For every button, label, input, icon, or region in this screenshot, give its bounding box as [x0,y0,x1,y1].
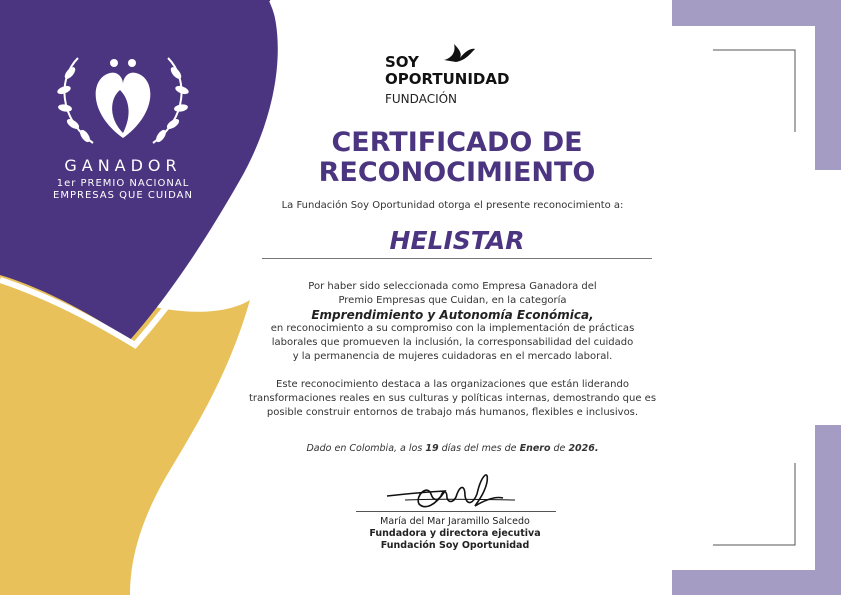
signatory-organization: Fundación Soy Oportunidad [380,540,530,551]
title-line2: RECONOCIMIENTO [318,157,596,188]
signatory-role: Fundadora y directora ejecutiva [369,528,541,539]
corner-decoration-top [672,0,841,170]
date-month: Enero [519,443,551,454]
logo-fundacion: FUNDACIÓN [385,92,458,106]
para2-line3: posible construir entornos de trabajo más humanos, flexibles e inclusivos. [266,407,639,418]
signature-line [356,511,556,512]
paragraph-1 [240,280,665,364]
para1-line1: Por haber sido seleccionada como Empresa Ganadora del [308,281,597,292]
date-year: 2026. [568,443,599,454]
date-middle: días del mes de [441,443,517,454]
date-day: 19 [425,443,439,454]
para1-line5: y la permanencia de mujeres cuidadoras en el mercado laboral. [292,351,613,362]
category-name: Emprendimiento y Autonomía Económica, [311,308,594,322]
logo-line1: SOY [385,53,419,71]
title-line1: CERTIFICADO DE [331,127,583,158]
date-line [240,443,665,454]
logo-line2: OPORTUNIDAD [385,70,510,88]
laurel-heart-icon [48,38,198,153]
signatory-name: María del Mar Jaramillo Salcedo [380,516,530,527]
intro-text: La Fundación Soy Oportunidad otorga el presente reconocimiento a: [281,200,624,211]
date-prefix: Dado en Colombia, a los [306,443,423,454]
logo-text [385,54,509,88]
signature-icon [385,466,525,514]
para1-line4: laborales que promueven la inclusión, la corresponsabilidad del cuidado [271,337,634,348]
para2-line2: transformaciones reales en sus culturas y políticas internas, demostrando que es [248,393,657,404]
para1-line3: en reconocimiento a su compromiso con la implementación de prácticas [270,323,635,334]
date-de: de [553,443,566,454]
recipient-underline [262,258,652,259]
para1-line2: Premio Empresas que Cuidan, en la categoría [338,295,567,306]
corner-decoration-bottom [672,425,841,595]
paragraph-2 [240,378,665,420]
badge-award-line2: EMPRESAS QUE CUIDAN [53,190,193,201]
badge-winner: GANADOR [64,156,182,175]
para2-line1: Este reconocimiento destaca a las organizaciones que están liderando [276,379,629,390]
recipient-name: HELISTAR [389,226,525,255]
badge-award-line1: 1er PREMIO NACIONAL [56,178,190,189]
